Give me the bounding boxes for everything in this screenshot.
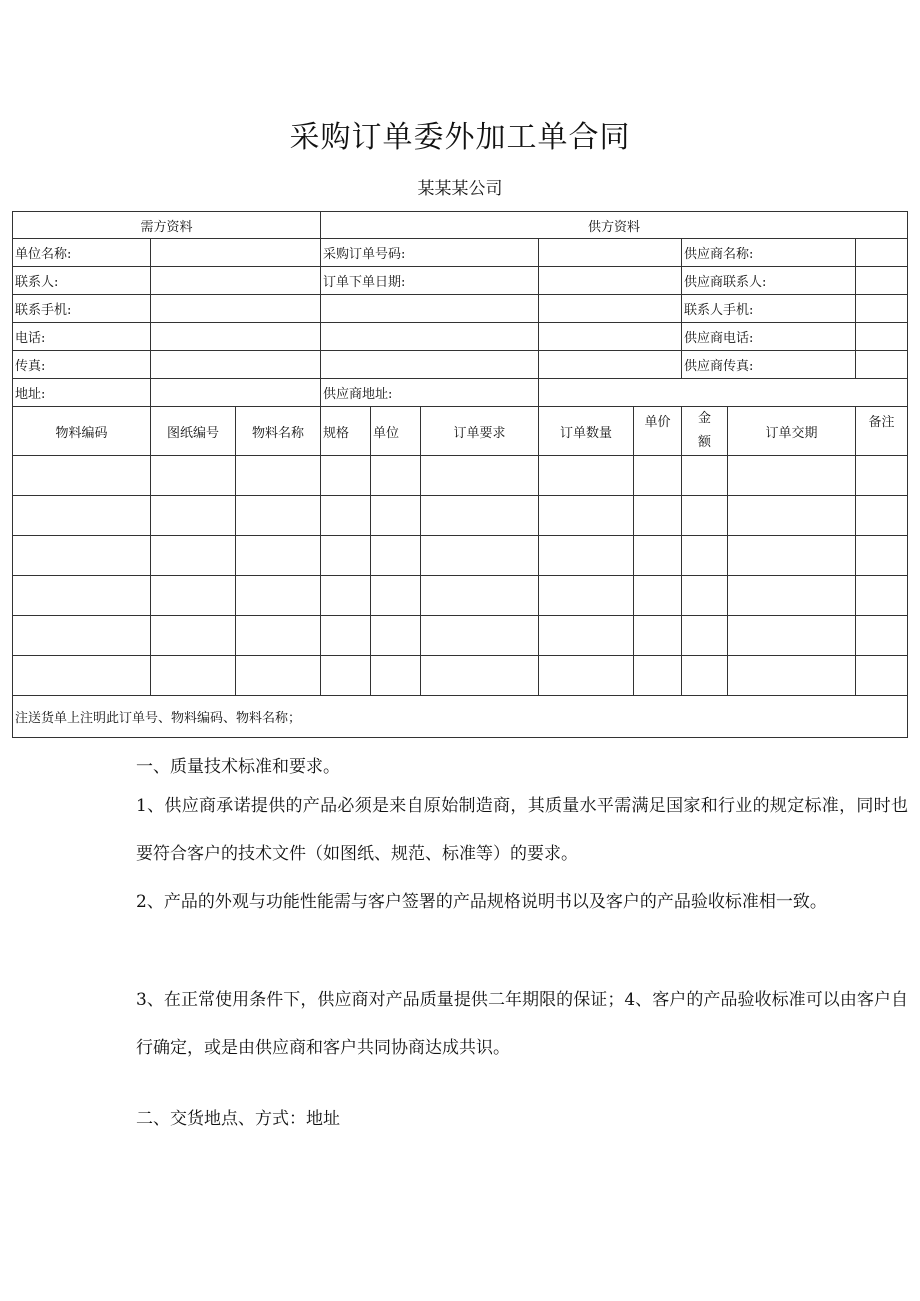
delivery-note: 注送货单上注明此订单号、物料编码、物料名称； (13, 696, 908, 738)
item-cell[interactable] (151, 456, 236, 496)
label-phone: 电话: (13, 323, 151, 351)
item-cell[interactable] (371, 616, 421, 656)
item-cell[interactable] (421, 616, 539, 656)
field-address[interactable] (151, 379, 321, 407)
item-cell[interactable] (728, 496, 856, 536)
item-cell[interactable] (236, 536, 321, 576)
supplier-header: 供方资料 (321, 212, 908, 239)
field-contact[interactable] (151, 267, 321, 295)
company-name: 某某某公司 (417, 179, 503, 199)
col-amount-char-2: 额 (698, 435, 712, 450)
item-cell[interactable] (728, 616, 856, 656)
item-cell[interactable] (13, 576, 151, 616)
item-cell[interactable] (321, 456, 371, 496)
item-cell[interactable] (682, 496, 728, 536)
label-empty-5 (321, 351, 539, 379)
label-po-number: 采购订单号码: (321, 239, 539, 267)
col-quantity: 订单数量 (539, 407, 634, 456)
col-drawing-no: 图纸编号 (151, 407, 236, 456)
item-cell[interactable] (682, 576, 728, 616)
field-po-number[interactable] (539, 239, 682, 267)
item-cell[interactable] (682, 536, 728, 576)
label-address: 地址: (13, 379, 151, 407)
field-supplier-phone[interactable] (856, 323, 908, 351)
field-order-date[interactable] (539, 267, 682, 295)
item-cell[interactable] (321, 576, 371, 616)
field-empty-5[interactable] (539, 351, 682, 379)
section-1-title: 一、质量技术标准和要求。 (136, 757, 340, 777)
field-phone[interactable] (151, 323, 321, 351)
item-cell[interactable] (634, 616, 682, 656)
item-cell[interactable] (856, 536, 908, 576)
item-cell[interactable] (856, 576, 908, 616)
item-cell[interactable] (13, 456, 151, 496)
item-cell[interactable] (421, 536, 539, 576)
field-supplier-contact[interactable] (856, 267, 908, 295)
item-cell[interactable] (371, 536, 421, 576)
item-cell[interactable] (236, 656, 321, 696)
field-contact-mobile[interactable] (856, 295, 908, 323)
item-cell[interactable] (321, 656, 371, 696)
item-cell[interactable] (539, 576, 634, 616)
item-cell[interactable] (634, 656, 682, 696)
label-order-date: 订单下单日期: (321, 267, 539, 295)
item-cell[interactable] (856, 616, 908, 656)
field-empty-3[interactable] (539, 295, 682, 323)
item-cell[interactable] (13, 536, 151, 576)
item-cell[interactable] (539, 496, 634, 536)
section-1-paragraph-3: 3、在正常使用条件下，供应商对产品质量提供二年期限的保证；4、客户的产品验收标准可以由客户自行确定，或是由供应商和客户共同协商达成共识。 (136, 990, 908, 1058)
col-material-code: 物料编码 (13, 407, 151, 456)
item-cell[interactable] (539, 536, 634, 576)
item-cell[interactable] (682, 616, 728, 656)
item-cell[interactable] (682, 656, 728, 696)
col-requirement: 订单要求 (421, 407, 539, 456)
info-row-1 (13, 239, 908, 267)
item-cell[interactable] (151, 576, 236, 616)
item-cell[interactable] (634, 576, 682, 616)
item-cell[interactable] (151, 616, 236, 656)
item-row (13, 616, 908, 656)
section-1-paragraph-2: 2、产品的外观与功能性能需与客户签署的产品规格说明书以及客户的产品验收标准相一致。 (136, 892, 827, 912)
item-cell[interactable] (236, 576, 321, 616)
buyer-header: 需方资料 (13, 212, 321, 239)
item-cell[interactable] (728, 456, 856, 496)
label-contact: 联系人: (13, 267, 151, 295)
item-cell[interactable] (151, 536, 236, 576)
item-cell[interactable] (682, 456, 728, 496)
item-cell[interactable] (151, 656, 236, 696)
info-row-6 (13, 379, 908, 407)
item-cell[interactable] (421, 576, 539, 616)
label-supplier-contact: 供应商联系人: (682, 267, 856, 295)
item-cell[interactable] (856, 456, 908, 496)
col-unit-price: 单价 (634, 407, 682, 456)
document-title: 采购订单委外加工单合同 (289, 120, 631, 155)
info-row-3 (13, 295, 908, 323)
item-cell[interactable] (634, 456, 682, 496)
item-row (13, 536, 908, 576)
item-cell[interactable] (151, 496, 236, 536)
col-material-name: 物料名称 (236, 407, 321, 456)
col-amount (682, 407, 728, 456)
info-row-2 (13, 267, 908, 295)
item-cell[interactable] (728, 576, 856, 616)
party-header-row (13, 212, 908, 239)
field-empty-4[interactable] (539, 323, 682, 351)
info-row-5 (13, 351, 908, 379)
col-remarks: 备注 (856, 407, 908, 456)
item-cell[interactable] (421, 456, 539, 496)
item-cell[interactable] (13, 656, 151, 696)
item-row (13, 496, 908, 536)
field-supplier-address[interactable] (539, 379, 908, 407)
item-cell[interactable] (856, 656, 908, 696)
item-cell[interactable] (728, 536, 856, 576)
item-row (13, 656, 908, 696)
field-mobile[interactable] (151, 295, 321, 323)
label-unit-name: 单位名称: (13, 239, 151, 267)
item-cell[interactable] (371, 576, 421, 616)
item-cell[interactable] (13, 496, 151, 536)
label-contact-mobile: 联系人手机: (682, 295, 856, 323)
section-2-title: 二、交货地点、方式：地址 (136, 1109, 340, 1129)
item-cell[interactable] (421, 496, 539, 536)
label-supplier-name: 供应商名称: (682, 239, 856, 267)
col-spec: 规格 (321, 407, 371, 456)
item-cell[interactable] (236, 496, 321, 536)
col-delivery-date: 订单交期 (728, 407, 856, 456)
field-supplier-fax[interactable] (856, 351, 908, 379)
order-form-table (12, 211, 908, 738)
item-row (13, 456, 908, 496)
label-supplier-fax: 供应商传真: (682, 351, 856, 379)
item-cell[interactable] (321, 616, 371, 656)
item-cell[interactable] (634, 536, 682, 576)
item-cell[interactable] (539, 656, 634, 696)
item-cell[interactable] (13, 616, 151, 656)
item-cell[interactable] (321, 496, 371, 536)
label-fax: 传真: (13, 351, 151, 379)
label-supplier-address: 供应商地址: (321, 379, 539, 407)
item-cell[interactable] (371, 656, 421, 696)
note-row (13, 696, 908, 738)
item-cell[interactable] (236, 456, 321, 496)
item-cell[interactable] (856, 496, 908, 536)
col-amount-char-1: 金 (698, 411, 712, 426)
item-cell[interactable] (371, 496, 421, 536)
label-supplier-phone: 供应商电话: (682, 323, 856, 351)
item-cell[interactable] (236, 616, 321, 656)
item-cell[interactable] (634, 496, 682, 536)
field-supplier-name[interactable] (856, 239, 908, 267)
item-header-row (13, 407, 908, 456)
item-cell[interactable] (539, 456, 634, 496)
col-unit: 单位 (371, 407, 421, 456)
field-fax[interactable] (151, 351, 321, 379)
label-empty-3 (321, 295, 539, 323)
section-1-paragraph-1: 1、供应商承诺提供的产品必须是来自原始制造商，其质量水平需满足国家和行业的规定标准，同时也要符合客户的技术文件（如图纸、规范、标准等）的要求。 (136, 796, 908, 864)
item-cell[interactable] (539, 616, 634, 656)
item-cell[interactable] (321, 536, 371, 576)
item-cell[interactable] (371, 456, 421, 496)
item-cell[interactable] (421, 656, 539, 696)
item-cell[interactable] (728, 656, 856, 696)
label-mobile: 联系手机: (13, 295, 151, 323)
info-row-4 (13, 323, 908, 351)
label-empty-4 (321, 323, 539, 351)
item-row (13, 576, 908, 616)
field-unit-name[interactable] (151, 239, 321, 267)
